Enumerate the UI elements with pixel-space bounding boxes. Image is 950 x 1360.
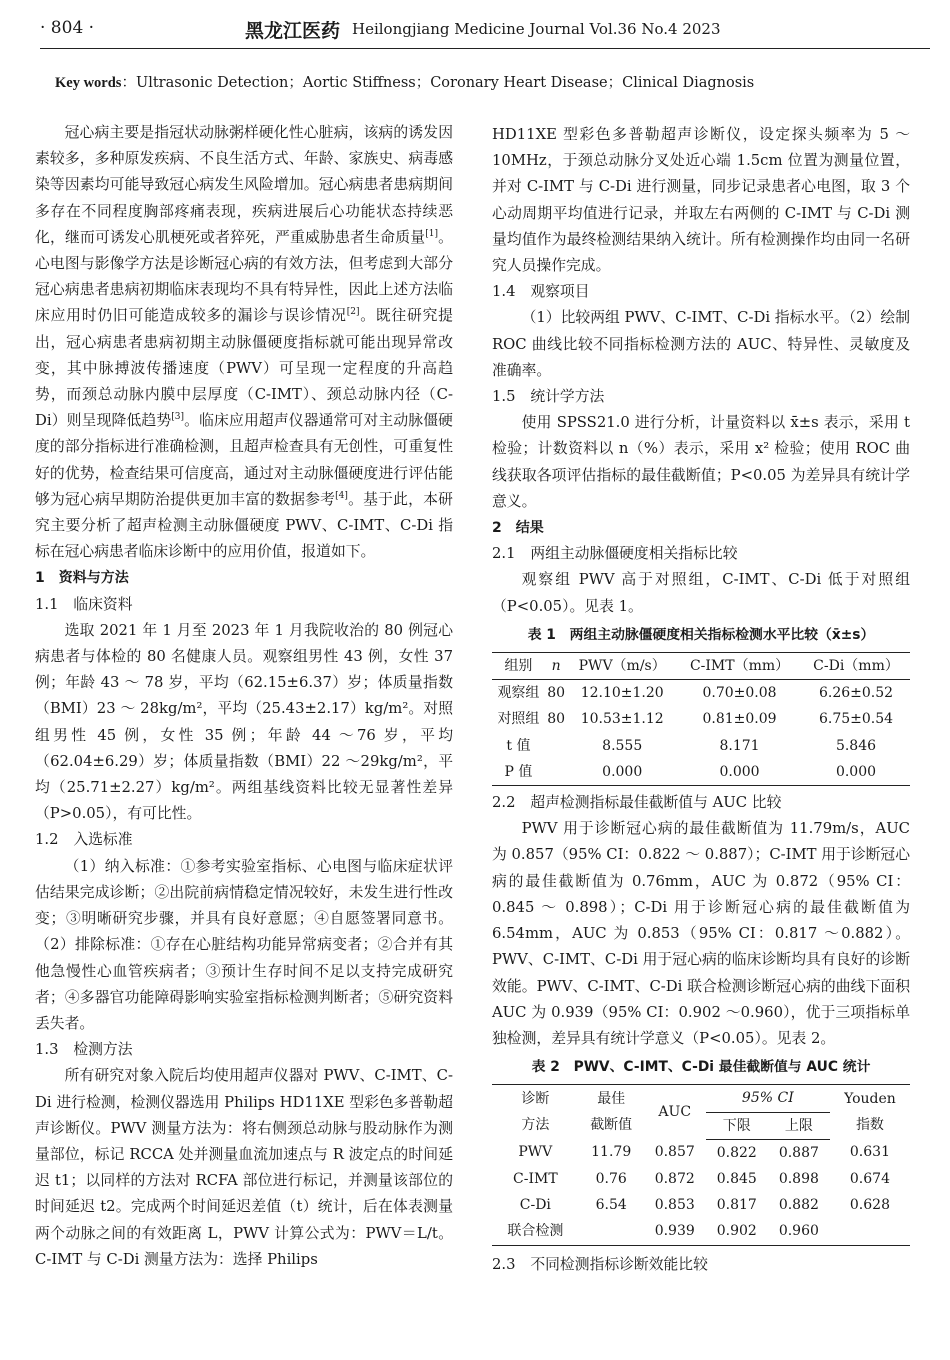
t1-header-pwv: PWV（m/s）	[567, 653, 677, 680]
table-cell: 8.171	[719, 737, 760, 754]
table-cell: 80	[547, 711, 566, 728]
table-cell: 0.000	[602, 763, 643, 780]
table-cell: 0.882	[778, 1197, 819, 1214]
table-cell: 0.628	[849, 1197, 890, 1214]
table-cell: 0.857	[654, 1144, 695, 1161]
table-cell: 0.902	[716, 1223, 757, 1240]
table-cell: 6.75±0.54	[818, 711, 894, 728]
page-number: · 804 ·	[40, 18, 95, 38]
t2-header-cutoff: 最佳 截断值	[590, 1091, 633, 1134]
paragraph-2-1: 观察组 PWV 高于对照组，C-IMT、C-Di 低于对照组（P<0.05）。见表 1。	[492, 571, 910, 615]
paragraph-1-1: 选取 2021 年 1 月至 2023 年 1 月我院收治的 80 例冠心病患者与体检的 80 名健康人员。观察组男性 43 例，女性 37 例；年龄 43 ～ 78 岁，平均（62.15±6.37）岁；体质量指数（BMI）23 ～ 28kg/m²，平均（25.43±2.17）kg/m²。对照组男性 45 例，女性 35 例；年龄 44 ～76 岁，平均（62.04±6.29）岁；体质量指数（BMI）22 ～29kg/m²，平均（25.71±2.27）kg/m²。两组基线资料比较无显著性差异（P>0.05），有可比性。	[35, 621, 453, 823]
table-cell: 0.000	[719, 763, 760, 780]
paragraph-2-2: PWV 用于诊断冠心病的最佳截断值为 11.79m/s，AUC 为 0.857（95% CI：0.822 ～ 0.887）；C-IMT 用于诊断冠心病的最佳截断值为 0.76mm，AUC 为 0.872（95% CI：0.845 ～ 0.898）；C-Di 用于诊断冠心病的最佳截断值为 6.54mm，AUC 为 0.853（95% CI：0.817 ～0.882）。PWV、C-IMT、C-Di 用于冠心病的临床诊断均具有良好的诊断效能。PWV、C-IMT、C-Di 联合检测诊断冠心病的曲线下面积 AUC 为 0.939（95% CI：0.902 ～0.960），优于三项指标单独检测，差异具有统计学意义（P<0.05）。见表 2。	[492, 820, 911, 1047]
table-cell: 0.76	[595, 1170, 627, 1187]
subsection-heading-1-1: 1.1 临床资料	[35, 595, 133, 613]
table-1	[492, 652, 910, 786]
table-cell: 6.26±0.52	[818, 685, 894, 702]
table-cell: t 值	[506, 737, 531, 754]
table-cell: 0.81±0.09	[702, 711, 777, 728]
paragraph-1-4: （1）比较两组 PWV、C-IMT、C-Di 指标水平。（2）绘制 ROC 曲线比较不同指标检测方法的 AUC、特异性、灵敏度及准确率。	[492, 309, 910, 379]
table-cell: 5.846	[835, 737, 877, 754]
paragraph-1-3-cont: HD11XE 型彩色多普勒超声诊断仪，设定探头频率为 5 ～ 10MHz，于颈总动脉分叉处近心端 1.5cm 位置为测量位置，并对 C-IMT 与 C-Di 进行测量，同步记录患者心电图，取 3 个心动周期平均值进行记录，并取左右两侧的 C-IMT 与 C-Di 测量均值作为最终检测结果纳入统计。所有检测操作均由同一名研究人员操作完成。	[492, 126, 910, 275]
table-cell: 0.822	[716, 1144, 757, 1161]
table-cell: 0.817	[716, 1197, 757, 1214]
table-cell: 0.853	[654, 1197, 695, 1214]
section-heading-2: 2 结果	[492, 520, 544, 537]
subsection-heading-1-3: 1.3 检测方法	[35, 1041, 133, 1059]
paragraph-1-5: 使用 SPSS21.0 进行分析，计量资料以 x̄±s 表示，采用 t 检验；计数资料以 n（%）表示，采用 x² 检验；使用 ROC 曲线获取各项评估指标的最佳截断值；P<0.05 为差异具有统计学意义。	[492, 414, 910, 510]
intro-paragraph: 冠心病主要是指冠状动脉粥样硬化性心脏病，该病的诱发因素较多，多种原发疾病、不良生活方式、年龄、家族史、病毒感染等因素均可能导致冠心病发生风险增加。冠心病患者患病期间多存在不同程度胸部疼痛表现，疾病进展后心功能状态持续恶化，继而可诱发心肌梗死或者猝死，严重威胁患者生命质量[1]。心电图与影像学方法是诊断冠心病的有效方法，但考虑到大部分冠心病患者患病初期临床表现均不具有特异性，因此上述方法临床应用时仍旧可能造成较多的漏诊与误诊情况[2]。既往研究提出，冠心病患者患病初期主动脉僵硬度指标就可能出现异常改变，其中脉搏波传播速度（PWV）可呈现一定程度的升高趋势，而颈总动脉内膜中层厚度（C-IMT）、颈总动脉内径（C-Di）则呈现降低趋势[3]。临床应用超声仪器通常可对主动脉僵硬度的部分指标进行准确检测，且超声检查具有无创性，可重复性好的优势，检查结果可信度高，通过对主动脉僵硬度进行评估能够为冠心病早期防治提供更加丰富的数据参考[4]。基于此，本研究主要分析了超声检测主动脉僵硬度 PWV、C-IMT、C-Di 指标在冠心病患者临床诊断中的应用价值，报道如下。	[35, 124, 453, 561]
t2-header-upper: 上限	[768, 1112, 830, 1139]
right-column	[492, 122, 910, 1278]
subsection-heading-2-2: 2.2 超声检测指标最佳截断值与 AUC 比较	[492, 794, 782, 812]
table-cell: 0.631	[849, 1144, 890, 1161]
table-cell: 对照组	[497, 711, 540, 728]
table-1-caption: 表 1 两组主动脉僵硬度相关指标检测水平比较（x̄±s）	[527, 626, 875, 643]
table-cell: 10.53±1.12	[580, 711, 664, 728]
citation-1: [1]	[425, 228, 438, 239]
table-cell: 0.674	[849, 1170, 890, 1187]
table-row	[492, 759, 910, 786]
table-cell: P 值	[504, 763, 533, 780]
table-cell: 0.887	[778, 1144, 819, 1161]
table-cell: 0.898	[778, 1170, 819, 1187]
subsection-heading-1-4: 1.4 观察项目	[492, 283, 590, 301]
table-cell	[830, 1218, 910, 1245]
table-cell	[545, 759, 567, 786]
table-cell: 0.872	[654, 1170, 695, 1187]
t1-header-cdi: C-Di（mm）	[802, 653, 910, 680]
table-cell: 联合检测	[507, 1223, 564, 1240]
table-row	[492, 733, 910, 759]
table-cell: 0.70±0.08	[702, 685, 777, 702]
table-cell: 11.79	[591, 1144, 632, 1161]
table-cell: C-Di	[519, 1197, 551, 1214]
table-2-caption: 表 2 PWV、C-IMT、C-Di 最佳截断值与 AUC 统计	[531, 1059, 871, 1076]
table-row	[492, 1139, 910, 1166]
subsection-heading-1-2: 1.2 入选标准	[35, 831, 133, 849]
table-cell: C-IMT	[513, 1170, 558, 1187]
table-cell	[545, 733, 567, 759]
keywords-line	[55, 71, 754, 92]
table-cell	[579, 1218, 644, 1245]
keywords-label: Key words	[55, 75, 122, 91]
t1-header-n: n	[545, 653, 567, 680]
subsection-heading-2-1: 2.1 两组主动脉僵硬度相关指标比较	[492, 545, 738, 563]
citation-4: [4]	[335, 490, 348, 501]
table-2-header-row-1	[492, 1085, 910, 1112]
t2-header-youden: Youden 指数	[844, 1091, 896, 1134]
citation-3: [3]	[171, 412, 185, 423]
table-cell: 0.960	[778, 1223, 819, 1240]
table-row	[492, 706, 910, 732]
table-cell: 0.845	[716, 1170, 757, 1187]
table-row	[492, 1218, 910, 1245]
t2-header-method: 诊断 方法	[521, 1091, 550, 1134]
header-rule	[40, 48, 930, 49]
table-cell: PWV	[518, 1144, 553, 1161]
citation-2: [2]	[346, 307, 360, 318]
section-heading-1: 1 资料与方法	[35, 570, 129, 587]
table-2	[492, 1084, 910, 1245]
table-cell: 80	[547, 685, 566, 702]
table-row	[492, 1192, 910, 1218]
subsection-heading-2-3: 2.3 不同检测指标诊断效能比较	[492, 1255, 708, 1273]
keywords-text: ：Ultrasonic Detection；Aortic Stiffness；Coronary Heart Disease；Clinical Diagnosis	[121, 75, 755, 91]
table-cell: 12.10±1.20	[580, 685, 664, 702]
paragraph-1-2: （1）纳入标准：①参考实验室指标、心电图与临床症状评估结果完成诊断；②出院前病情稳定情况较好，未发生进行性改变；③明晰研究步骤，并具有良好意愿；④自愿签署同意书。（2）排除标准：①存在心脏结构功能异常病变者；②合并有其他急慢性心血管疾病者；③预计生存时间不足以支持完成研究者；④多器官功能障碍影响实验室指标检测判断者；⑤研究资料丢失者。	[35, 857, 453, 1032]
table-cell: 0.939	[654, 1223, 695, 1240]
t2-header-auc: AUC	[658, 1104, 692, 1121]
paragraph-1-3: 所有研究对象入院后均使用超声仪器对 PWV、C-IMT、C-Di 进行检测，检测仪器选用 Philips HD11XE 型彩色多普勒超声诊断仪。PWV 测量方法为：将右侧颈总动脉与股动脉作为测量部位，标记 RCCA 处并测量血流加速点与 R 波定点的时间延迟 t1；以同样的方法对 RCFA 部位进行标记，并测量该部位的时间延迟 t2。完成两个时间延迟差值（t）统计，后在体表测量两个动脉之间的有效距离 L，PWV 计算公式为：PWV＝L/t。C-IMT 与 C-Di 测量方法为：选择 Philips	[35, 1067, 453, 1268]
table-row	[492, 680, 910, 707]
page-header	[0, 0, 950, 58]
table-cell: 观察组	[497, 685, 540, 702]
table-cell: 0.000	[835, 763, 877, 780]
table-cell: 8.555	[602, 737, 643, 754]
t1-header-cimt: C-IMT（mm）	[677, 653, 802, 680]
subsection-heading-1-5: 1.5 统计学方法	[492, 388, 605, 406]
journal-title-cn: 黑龙江医药	[245, 20, 341, 42]
journal-title-en: Heilongjiang Medicine Journal Vol.36 No.4 2023	[352, 20, 721, 38]
t2-header-ci: 95% CI	[741, 1090, 794, 1107]
t2-header-lower: 下限	[706, 1112, 768, 1139]
table-row	[492, 1166, 910, 1192]
t1-header-group: 组别	[492, 653, 545, 680]
left-column	[35, 120, 453, 1273]
table-1-header-row	[492, 653, 910, 680]
table-cell: 6.54	[595, 1197, 627, 1214]
